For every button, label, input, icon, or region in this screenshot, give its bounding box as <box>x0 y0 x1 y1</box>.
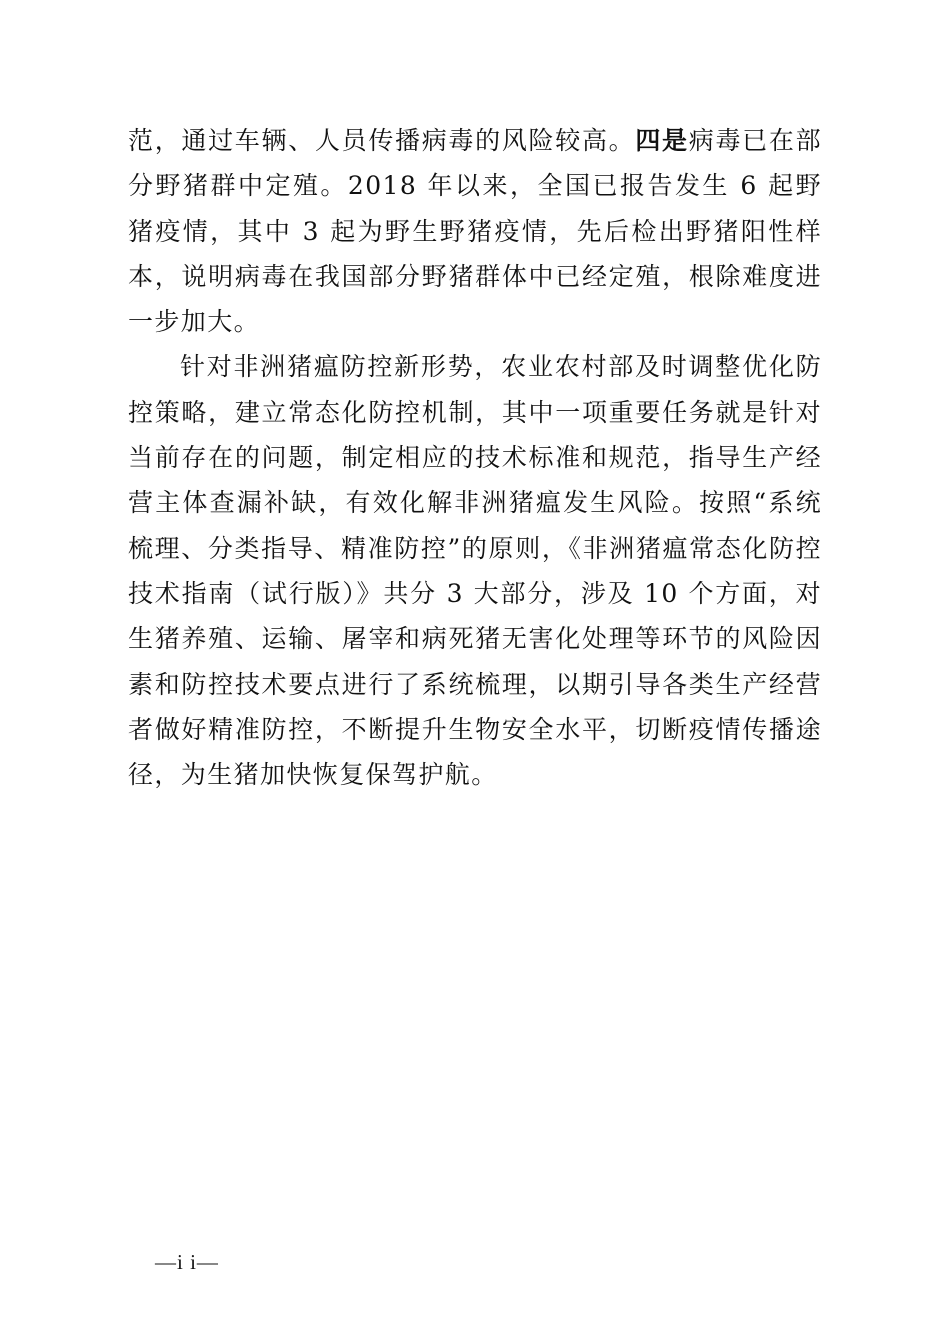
paragraph-2-text: 针对非洲猪瘟防控新形势，农业农村部及时调整优化防控策略，建立常态化防控机制，其中一项重要任务就是针对当前存在的问题，制定相应的技术标准和规范，指导生产经营主体查漏补缺，有效化解非洲猪瘟发生风险。按照“系统梳理、分类指导、精准防控”的原则，《非洲猪瘟常态化防控技术指南（试行版）》共分 3 大部分，涉及 10 个方面，对生猪养殖、运输、屠宰和病死猪无害化处理等环节的风险因素和防控技术要点进行了系统梳理，以期引导各类生产经营者做好精准防控，不断提升生物安全水平，切断疫情传播途径，为生猪加快恢复保驾护航。 <box>128 352 822 790</box>
paragraph-1-lead-text: 范，通过车辆、人员传播病毒的风险较高。 <box>128 126 636 155</box>
paragraph-guideline-summary <box>128 344 822 797</box>
paragraph-1-body-text: 病毒已在部分野猪群中定殖。2018 年以来，全国已报告发生 6 起野猪疫情，其中 3 起为野生野猪疫情，先后检出野猪阳性样本，说明病毒在我国部分野猪群体中已经定殖，根除难度进一步加大。 <box>128 126 822 337</box>
paragraph-risk-factors <box>128 118 822 344</box>
paragraph-1-bold-label: 四是 <box>635 126 689 155</box>
document-body <box>128 118 822 797</box>
page-number-footer: —i i— <box>155 1250 219 1274</box>
